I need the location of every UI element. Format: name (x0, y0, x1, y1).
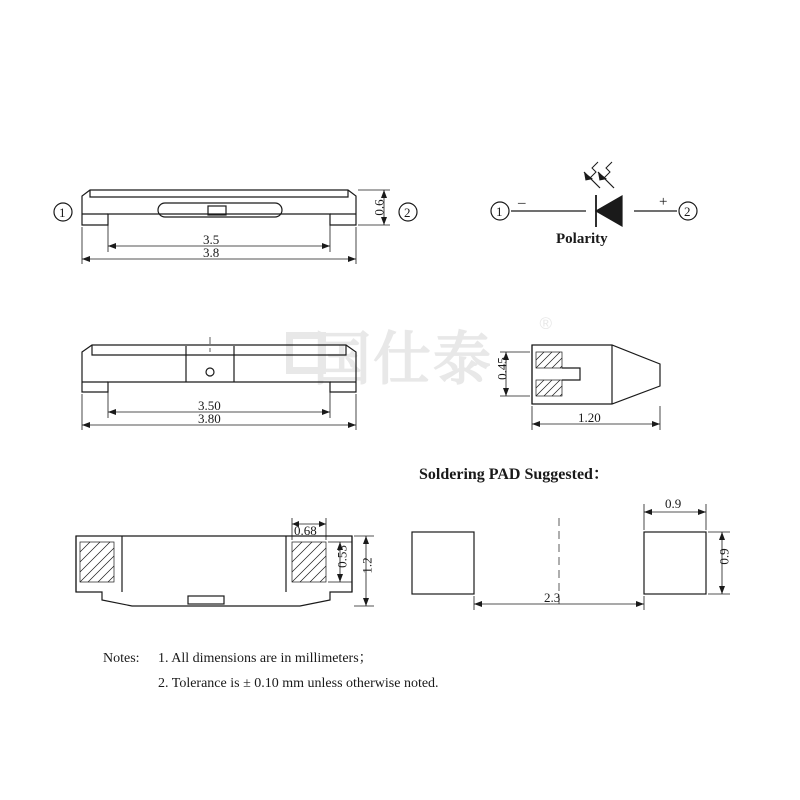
top-view-dim-inner: 3.5 (203, 232, 220, 247)
front-view-dim-inner: 3.50 (198, 398, 221, 413)
polarity-terminal-2: 2 (684, 204, 691, 219)
notes-item-1: 1. All dimensions are in millimeters； (158, 651, 373, 666)
bottom-view-dim-pad-height: 0.53 (334, 545, 350, 568)
polarity-minus-sign: – (518, 195, 526, 211)
top-view-terminal-1: 1 (59, 205, 66, 220)
bottom-view-dim-total-height: 1.2 (359, 557, 375, 574)
side-view-dim-height: 0.45 (494, 357, 510, 380)
front-view-dim-outer: 3.80 (198, 411, 221, 426)
top-view-dim-outer: 3.8 (203, 245, 220, 260)
pad-layout-dim-pitch: 2.3 (544, 590, 561, 605)
polarity-plus-sign: + (659, 194, 668, 210)
pad-layout-title: Soldering PAD Suggested： (419, 466, 609, 483)
pad-layout-dim-width: 0.9 (665, 496, 682, 511)
side-view-dim-width: 1.20 (578, 410, 601, 425)
registered-mark-icon: ® (539, 314, 552, 333)
notes-item-2: 2. Tolerance is ± 0.10 mm unless otherwise noted. (158, 676, 439, 691)
pad-layout-dim-height: 0.9 (716, 548, 732, 565)
watermark-text: 国仕泰 (312, 327, 493, 392)
top-view-terminal-2: 2 (404, 205, 411, 220)
polarity-terminal-1: 1 (496, 204, 503, 219)
top-view-dim-height: 0.6 (371, 199, 387, 216)
polarity-title: Polarity (556, 231, 608, 247)
notes-label: Notes: (103, 651, 140, 666)
bottom-view-dim-pad-width: 0.68 (294, 523, 317, 538)
